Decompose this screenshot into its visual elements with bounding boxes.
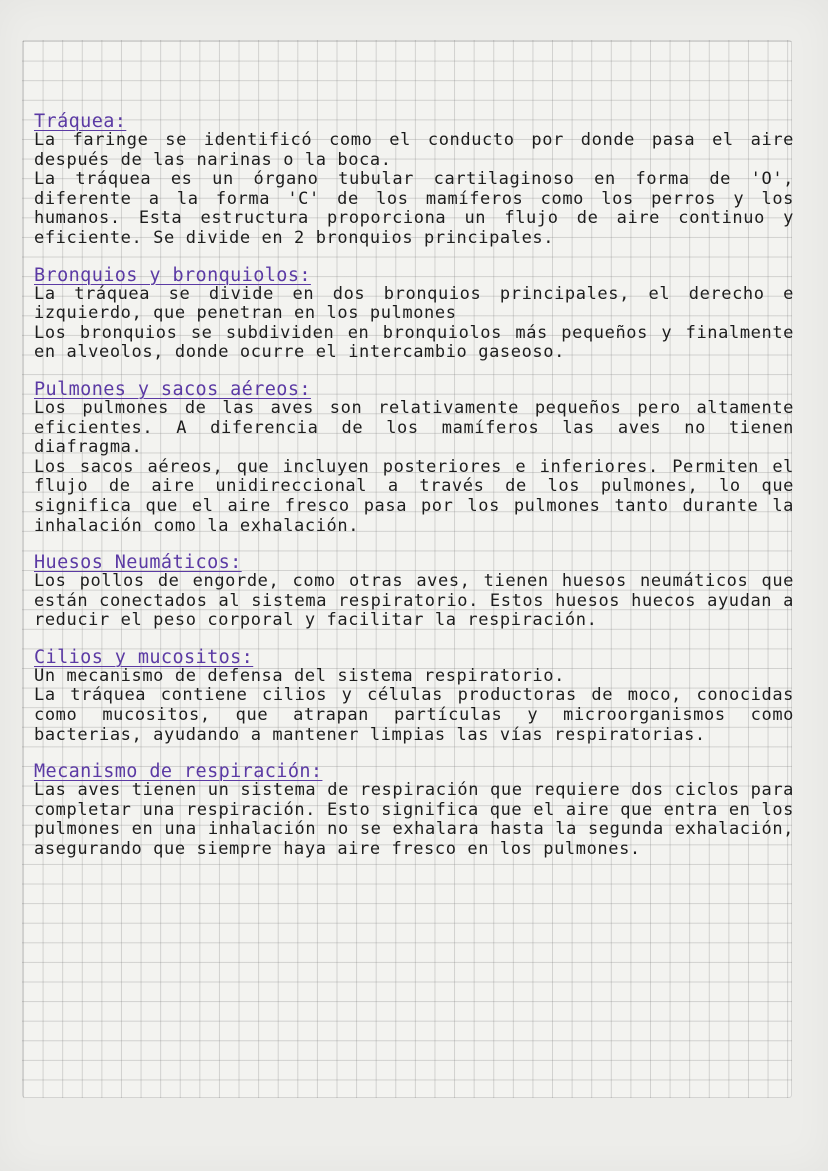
- section-paragraph: La tráquea se divide en dos bronquios principales, el derecho e izquierdo, que penetran en los pulmones: [34, 283, 805, 324]
- section-heading: Mecanismo de respiración:: [34, 761, 323, 783]
- section-paragraph: Los pollos de engorde, como otras aves, tienen huesos neumáticos que están conectados al sistema respiratorio. Estos huesos huecos ayudan a reducir el peso corporal y facilitar la respiración.: [34, 571, 805, 631]
- section-pulmones: [34, 378, 805, 536]
- section-paragraph: Las aves tienen un sistema de respiración que requiere dos ciclos para completar una respiración. Esto significa que el aire que entra en los pulmones en una inhalación no se exhalara hasta la segunda exhalación, asegurando que siempre haya aire fresco en los pulmones.: [34, 780, 805, 860]
- section-paragraph: La tráquea contiene cilios y células productoras de moco, conocidas como mucositos, que atrapan partículas y microorganismos como bacterias, ayudando a mantener limpias las vías respiratorias.: [34, 685, 805, 745]
- section-paragraph: Un mecanismo de defensa del sistema respiratorio.: [34, 665, 565, 686]
- section-paragraph: La tráquea es un órgano tubular cartilaginoso en forma de 'O', diferente a la forma 'C' de los mamíferos como los perros y los humanos. Esta estructura proporciona un flujo de aire continuo y eficiente. Se divide en 2 bronquios principales.: [34, 169, 805, 248]
- section-huesos: [34, 552, 805, 631]
- section-heading: Bronquios y bronquiolos:: [34, 264, 311, 286]
- section-heading: Cilios y mucositos:: [34, 646, 254, 668]
- section-cilios: [34, 646, 805, 745]
- section-traquea: [34, 111, 805, 249]
- section-heading: Huesos Neumáticos:: [34, 552, 242, 574]
- section-mecanismo: [34, 761, 805, 860]
- section-paragraph: Los bronquios se subdividen en bronquiolos más pequeños y finalmente en alveolos, donde ocurre el intercambio gaseoso.: [34, 322, 805, 363]
- handwritten-notes: [34, 111, 805, 877]
- section-heading: Tráquea:: [34, 111, 127, 132]
- section-paragraph: La faringe se identificó como el conducto por donde pasa el aire después de las narinas o la boca.: [34, 130, 805, 170]
- section-bronquios: [34, 264, 805, 363]
- section-paragraph: Los sacos aéreos, que incluyen posteriores e inferiores. Permiten el flujo de aire unidireccional a través de los pulmones, lo que significa que el aire fresco pasa por los pulmones tanto durante la inhalación como la exhalación.: [34, 456, 805, 536]
- section-paragraph: Los pulmones de las aves son relativamente pequeños pero altamente eficientes. A diferencia de los mamíferos las aves no tienen diafragma.: [34, 397, 805, 458]
- section-heading: Pulmones y sacos aéreos:: [34, 378, 311, 400]
